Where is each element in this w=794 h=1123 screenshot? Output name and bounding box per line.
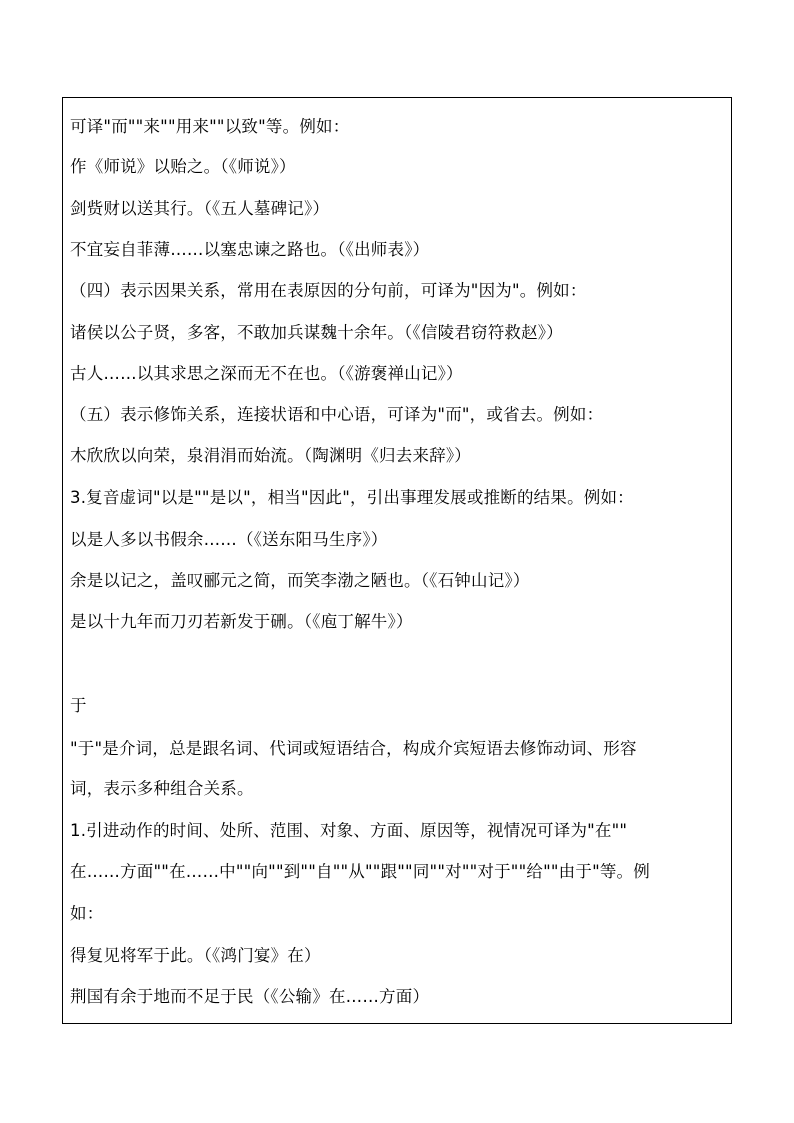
text-line: 古人……以其求思之深而无不在也。（《游褒禅山记》） xyxy=(70,364,463,383)
text-line: 不宜妄自菲薄……以塞忠谏之路也。（《出师表》） xyxy=(70,240,430,259)
text-line: 荆国有余于地而不足于民（《公输》在……方面） xyxy=(70,987,430,1006)
text-line: 以是人多以书假余……（《送东阳马生序》） xyxy=(70,530,388,549)
text-line: 诸侯以公子贤，多客，不敢加兵谋魏十余年。（《信陵君窃符救赵》） xyxy=(70,323,563,342)
text-line: 木欣欣以向荣，泉涓涓而始流。（陶渊明《归去来辞》） xyxy=(70,446,471,465)
text-line: 可译"而""来""用来""以致"等。例如： xyxy=(70,117,350,136)
text-line: 3.复音虚词"以是""是以"，相当"因此"，引出事理发展或推断的结果。例如： xyxy=(70,488,634,507)
text-line: 是以十九年而刀刃若新发于硎。（《庖丁解牛》） xyxy=(70,612,413,631)
text-line: 在……方面""在……中""向""到""自""从""跟""同""对""对于""给""由于"等。例 xyxy=(70,862,650,881)
text-line: （四）表示因果关系，常用在表原因的分句前，可译为"因为"。例如： xyxy=(70,281,587,300)
text-line: 作《师说》以贻之。（《师说》） xyxy=(70,157,296,176)
text-line: （五）表示修饰关系，连接状语和中心语，可译为"而"，或省去。例如： xyxy=(70,405,604,424)
text-line: 如： xyxy=(70,904,104,923)
content-frame xyxy=(62,97,732,1024)
section-heading: 于 xyxy=(70,696,87,715)
text-line: 余是以记之，盖叹郦元之简，而笑李渤之陋也。（《石钟山记》） xyxy=(70,571,530,590)
text-line: 得复见将军于此。（《鸿门宴》在） xyxy=(70,946,321,965)
text-line: "于"是介词，总是跟名词、代词或短语结合，构成介宾短语去修饰动词、形容 xyxy=(70,739,637,758)
text-line: 1.引进动作的时间、处所、范围、对象、方面、原因等，视情况可译为"在"" xyxy=(70,821,628,840)
text-line: 剑赀财以送其行。（《五人墓碑记》） xyxy=(70,199,330,218)
text-line: 词，表示多种组合关系。 xyxy=(70,779,254,798)
